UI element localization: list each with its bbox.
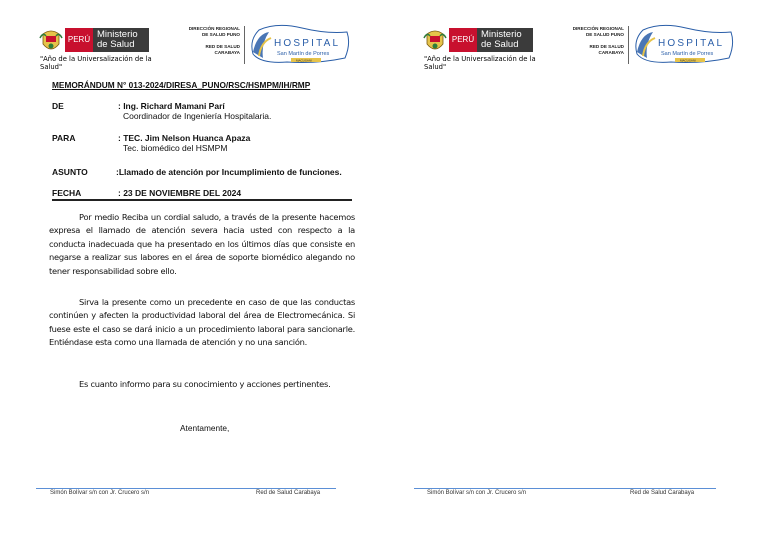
direccion-line2: DE SALUD PUNO	[585, 31, 624, 37]
ministerio-line1: Ministerio	[97, 29, 138, 40]
subject-label: ASUNTO	[52, 167, 88, 177]
header-divider	[244, 26, 245, 64]
hospital-place: MACUSANI	[680, 58, 696, 63]
coat-of-arms-icon	[424, 28, 446, 54]
subject-value: :Llamado de atención por Incumplimiento de funciones.	[116, 167, 342, 177]
red-line2: CARABAYA	[214, 49, 240, 55]
paragraph-2: Sirva la presente como un precedente en caso de que las conductas continúen y afecten la productividad laboral del área de Electromecánica. Si fuese este el caso se dará inicio a un procedimiento laboral para sancionarle. Entiéndase esta como una llamada de atención y no una sanción.	[49, 297, 355, 348]
peru-badge: PERÚ	[65, 28, 93, 52]
footer-address: Simón Bolívar s/n con Jr. Crucero s/n	[50, 490, 150, 496]
direccion-regional	[552, 26, 624, 55]
letterhead	[40, 24, 360, 72]
date-label: FECHA	[52, 188, 82, 198]
hospital-name: HOSPITAL	[658, 38, 725, 49]
hospital-place: MACUSANI	[296, 58, 312, 63]
from-role: Coordinador de Ingeniería Hospitalaria.	[123, 111, 272, 121]
paragraph-3: Es cuanto informo para su conocimiento y acciones pertinentes.	[79, 379, 331, 389]
to-label: PARA	[52, 133, 76, 143]
footer-address: Simón Bolívar s/n con Jr. Crucero s/n	[427, 490, 527, 496]
year-motto: "Año de la Universalización de la Salud"	[40, 55, 152, 71]
ministerio-line2: de Salud	[481, 39, 519, 50]
memo-title: MEMORÁNDUM N° 013-2024/DIRESA_PUNO/RSC/HSMPM/IH/RMP	[52, 80, 311, 90]
header-divider	[628, 26, 629, 64]
hospital-name: HOSPITAL	[274, 38, 341, 49]
footer-line	[414, 488, 716, 489]
to-role: Tec. biomédico del HSMPM	[123, 143, 228, 153]
red-line2: CARABAYA	[598, 49, 624, 55]
peru-badge: PERÚ	[449, 28, 477, 52]
footer-line	[36, 488, 336, 489]
footer-network: Red de Salud Carabaya	[256, 490, 321, 496]
memo-page-right	[384, 0, 768, 543]
from-name: : Ing. Richard Mamani Parí	[118, 101, 225, 111]
to-name: : TEC. Jim Nelson Huanca Apaza	[118, 133, 251, 143]
red-line1: RED DE SALUD	[205, 44, 240, 49]
hospital-sub: San Martín de Porres	[661, 51, 714, 57]
ministerio-line2: de Salud	[97, 39, 135, 50]
hospital-sub: San Martín de Porres	[277, 51, 330, 57]
hospital-logo	[247, 24, 353, 66]
date-value: : 23 DE NOVIEMBRE DEL 2024	[118, 188, 242, 198]
direccion-regional	[168, 26, 240, 55]
ministerio-line1: Ministerio	[481, 29, 522, 40]
hospital-logo	[631, 24, 737, 66]
year-motto: "Año de la Universalización de la Salud"	[424, 55, 536, 71]
direccion-line1: DIRECCIÓN REGIONAL	[188, 26, 240, 31]
ministerio-badge	[93, 28, 149, 52]
red-line1: RED DE SALUD	[589, 44, 624, 49]
direccion-line2: DE SALUD PUNO	[201, 31, 240, 37]
header-rule	[52, 199, 352, 201]
paragraph-1: Por medio Reciba un cordial saludo, a través de la presente hacemos expresa el llamado de atención severa hacia usted con respecto a la conducta inadecuada que ha presentado en los últimos días que consiste en negarse a realizar sus labores en el área de soporte biomédico alegando no tener responsabilidad sobre ello.	[49, 212, 355, 276]
letterhead	[424, 24, 744, 72]
memo-body	[49, 80, 355, 433]
footer-network: Red de Salud Carabaya	[630, 490, 695, 496]
ministerio-badge	[477, 28, 533, 52]
from-label: DE	[52, 101, 64, 111]
closing: Atentamente,	[180, 423, 230, 433]
coat-of-arms-icon	[40, 28, 62, 54]
direccion-line1: DIRECCIÓN REGIONAL	[572, 26, 624, 31]
